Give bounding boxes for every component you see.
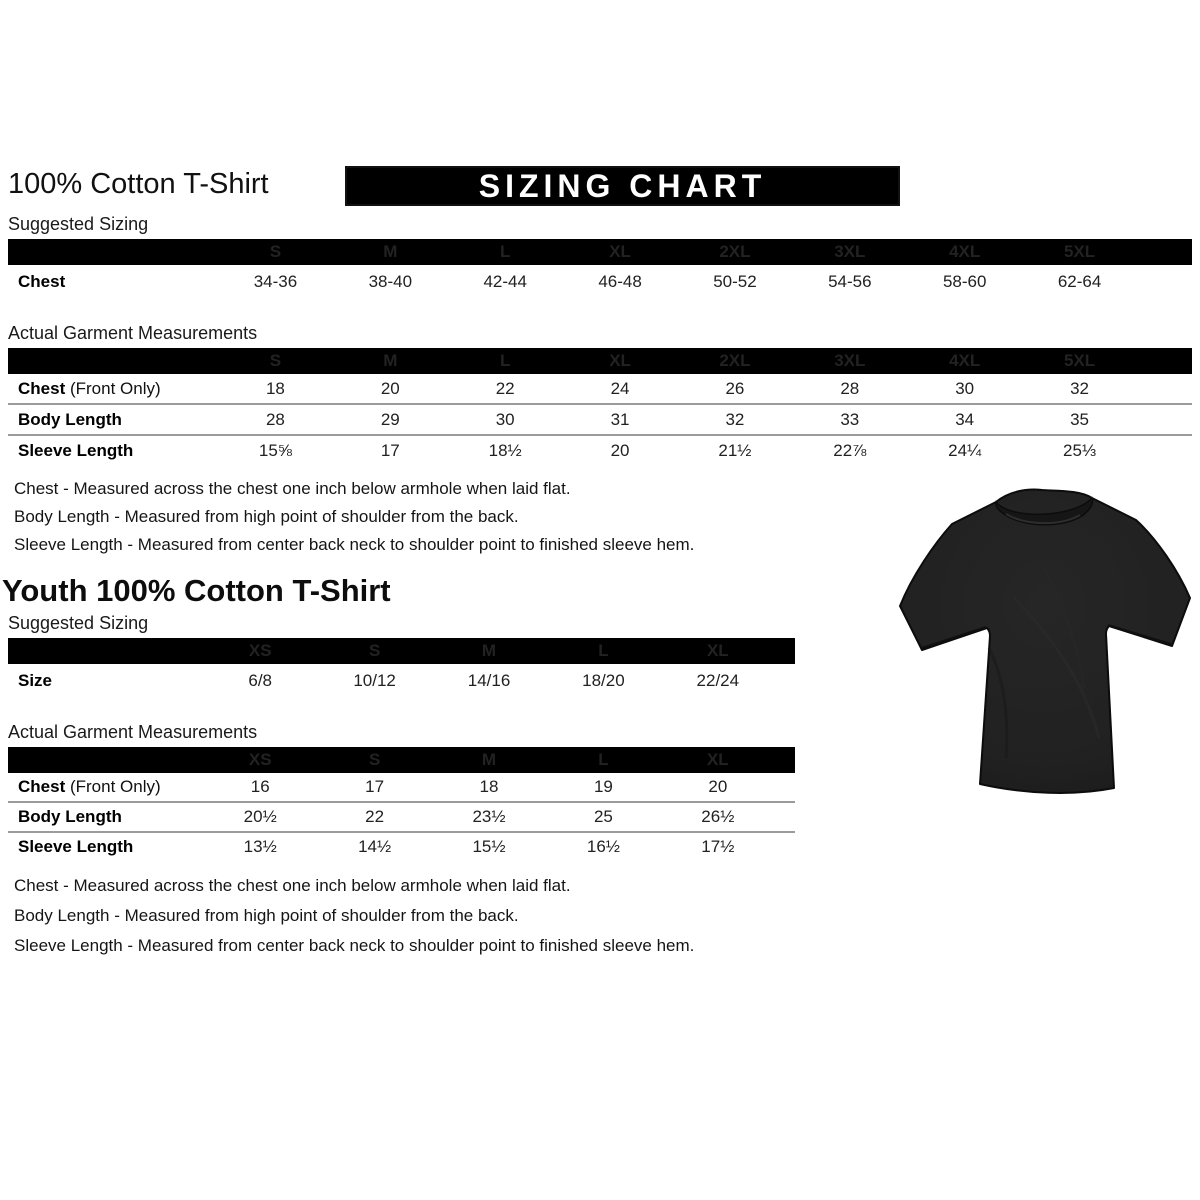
- youth-section-title: Youth 100% Cotton T-Shirt: [2, 573, 391, 608]
- header-bar: [8, 166, 1192, 208]
- size-column-header: XL: [609, 242, 631, 261]
- youth-suggested-sizing-table: [8, 638, 795, 698]
- size-column-header: 3XL: [834, 351, 866, 370]
- adult-garment-measurements-label: Actual Garment Measurements: [8, 323, 258, 343]
- measurement-value: 31: [610, 409, 630, 429]
- black-tshirt-illustration: [894, 478, 1196, 810]
- size-column-header: L: [499, 351, 511, 370]
- table-row: [8, 773, 795, 801]
- size-column-header: S: [368, 641, 381, 660]
- size-column-header: 4XL: [949, 242, 981, 261]
- measurement-value: 6/8: [248, 671, 273, 690]
- measurement-value: 10/12: [353, 671, 396, 690]
- body-length-note: Body Length - Measured from high point of shoulder from the back.: [14, 906, 519, 925]
- size-column-header: 5XL: [1063, 242, 1096, 261]
- row-label-bold: Chest: [18, 378, 66, 398]
- row-label-bold: Size: [18, 671, 53, 690]
- table-header-row: [8, 747, 795, 773]
- row-label: [8, 272, 218, 292]
- measurement-value: 30: [955, 378, 975, 398]
- size-column-header: 5XL: [1063, 351, 1096, 370]
- measurement-value: 22: [495, 378, 515, 398]
- measurement-value: 32: [1070, 378, 1090, 398]
- row-label-suffix: (Front Only): [65, 777, 161, 796]
- measurement-value: 18: [479, 777, 499, 796]
- measurement-value: 25: [593, 807, 613, 826]
- size-column-header: L: [598, 641, 609, 660]
- measurement-value: 50-52: [713, 272, 757, 291]
- youth-garment-measurements-table: [8, 747, 795, 861]
- table-row: [8, 265, 1192, 299]
- measurement-value: 16: [250, 777, 270, 796]
- measurement-value: 34: [955, 409, 975, 429]
- youth-measurement-notes: [14, 871, 1192, 961]
- measurement-value: 30: [495, 409, 515, 429]
- size-column-header: 4XL: [949, 351, 981, 370]
- measurement-value: 20: [380, 378, 400, 398]
- size-column-header: XS: [248, 750, 272, 769]
- measurement-value: 22/24: [696, 671, 740, 690]
- row-label: [8, 379, 218, 399]
- row-label-bold: Body Length: [18, 409, 122, 429]
- measurement-value: 42-44: [483, 272, 527, 291]
- size-column-header: S: [269, 242, 282, 261]
- measurement-value: 26½: [701, 807, 735, 826]
- measurement-value: 24¼: [948, 440, 982, 460]
- measurement-value: 34-36: [253, 272, 298, 291]
- table-header-row: [8, 348, 1192, 374]
- chest-note: Chest - Measured across the chest one inch below armhole when laid flat.: [14, 479, 571, 498]
- measurement-value: 21½: [718, 440, 752, 460]
- measurement-value: 18½: [488, 440, 522, 460]
- row-label-bold: Chest: [18, 272, 66, 291]
- measurement-value: 24: [610, 378, 630, 398]
- table-row: [8, 374, 1192, 403]
- measurement-value: 46-48: [598, 272, 642, 291]
- measurement-value: 17½: [701, 837, 735, 856]
- measurement-value: 28: [840, 378, 860, 398]
- row-label: [8, 441, 218, 461]
- measurement-value: 17: [365, 777, 385, 796]
- size-column-header: XL: [706, 750, 729, 769]
- adult-suggested-sizing-label: Suggested Sizing: [8, 214, 149, 234]
- measurement-value: 23½: [472, 807, 506, 826]
- measurement-value: 54-56: [828, 272, 872, 291]
- body-length-note: Body Length - Measured from high point of shoulder from the back.: [14, 507, 519, 526]
- measurement-value: 32: [725, 409, 745, 429]
- sleeve-length-note: Sleeve Length - Measured from center back neck to shoulder point to finished sleeve hem.: [14, 535, 695, 554]
- size-column-header: XL: [609, 351, 631, 370]
- measurement-value: 22: [365, 807, 385, 826]
- measurement-value: 16½: [586, 837, 620, 856]
- size-column-header: 2XL: [719, 351, 751, 370]
- measurement-value: 35: [1070, 409, 1090, 429]
- measurement-value: 18: [265, 378, 285, 398]
- measurement-value: 20½: [243, 807, 277, 826]
- size-column-header: 2XL: [719, 242, 751, 261]
- table-header-row: [8, 239, 1192, 265]
- tshirt-product-image: [894, 478, 1196, 810]
- row-label-bold: Body Length: [18, 807, 122, 826]
- measurement-value: 18/20: [582, 671, 625, 690]
- table-row: [8, 831, 795, 861]
- row-label-bold: Sleeve Length: [18, 440, 134, 460]
- measurement-value: 20: [610, 440, 630, 460]
- row-label: [8, 410, 218, 430]
- row-label: [8, 777, 203, 797]
- youth-suggested-sizing-label: Suggested Sizing: [8, 613, 149, 633]
- row-label-bold: Sleeve Length: [18, 837, 134, 856]
- measurement-value: 62-64: [1057, 272, 1102, 291]
- adult-suggested-sizing-table: [8, 239, 1192, 299]
- measurement-value: 25⅓: [1063, 440, 1097, 460]
- measurement-value: 26: [725, 378, 745, 398]
- size-column-header: XL: [706, 641, 729, 660]
- measurement-value: 29: [380, 409, 400, 429]
- table-row: [8, 664, 795, 698]
- size-column-header: M: [383, 351, 398, 370]
- sizing-chart-banner-label: SIZING CHART: [478, 167, 767, 204]
- row-label: [8, 807, 203, 827]
- measurement-value: 15½: [472, 837, 506, 856]
- measurement-value: 14/16: [467, 671, 511, 690]
- table-header-row: [8, 638, 795, 664]
- table-row: [8, 403, 1192, 434]
- size-column-header: L: [499, 242, 511, 261]
- size-column-header: 3XL: [834, 242, 866, 261]
- row-label-bold: Chest: [18, 777, 66, 796]
- measurement-value: 17: [380, 440, 400, 460]
- youth-garment-measurements-label: Actual Garment Measurements: [8, 722, 258, 742]
- row-label: [8, 671, 203, 691]
- measurement-value: 14½: [358, 837, 392, 856]
- row-label: [8, 837, 203, 857]
- table-row: [8, 434, 1192, 465]
- size-column-header: M: [481, 641, 497, 660]
- table-row: [8, 801, 795, 831]
- measurement-value: 38-40: [368, 272, 413, 291]
- sizing-chart-banner: [345, 166, 900, 206]
- measurement-value: 58-60: [942, 272, 987, 291]
- adult-garment-measurements-table: [8, 348, 1192, 465]
- size-column-header: S: [368, 750, 381, 769]
- size-column-header: L: [598, 750, 609, 769]
- measurement-value: 13½: [243, 837, 277, 856]
- measurement-value: 28: [265, 409, 285, 429]
- chest-note: Chest - Measured across the chest one inch below armhole when laid flat.: [14, 876, 571, 895]
- size-column-header: S: [269, 351, 282, 370]
- measurement-value: 19: [593, 777, 613, 796]
- measurement-value: 33: [840, 409, 860, 429]
- measurement-value: 22⅞: [833, 440, 867, 460]
- size-column-header: M: [383, 242, 398, 261]
- row-label-suffix: (Front Only): [65, 378, 161, 398]
- page-title: 100% Cotton T-Shirt: [8, 168, 269, 200]
- measurement-value: 20: [708, 777, 728, 796]
- size-column-header: XS: [248, 641, 272, 660]
- measurement-value: 15⅝: [258, 440, 292, 460]
- size-column-header: M: [481, 750, 497, 769]
- sleeve-length-note: Sleeve Length - Measured from center back neck to shoulder point to finished sleeve hem.: [14, 936, 695, 955]
